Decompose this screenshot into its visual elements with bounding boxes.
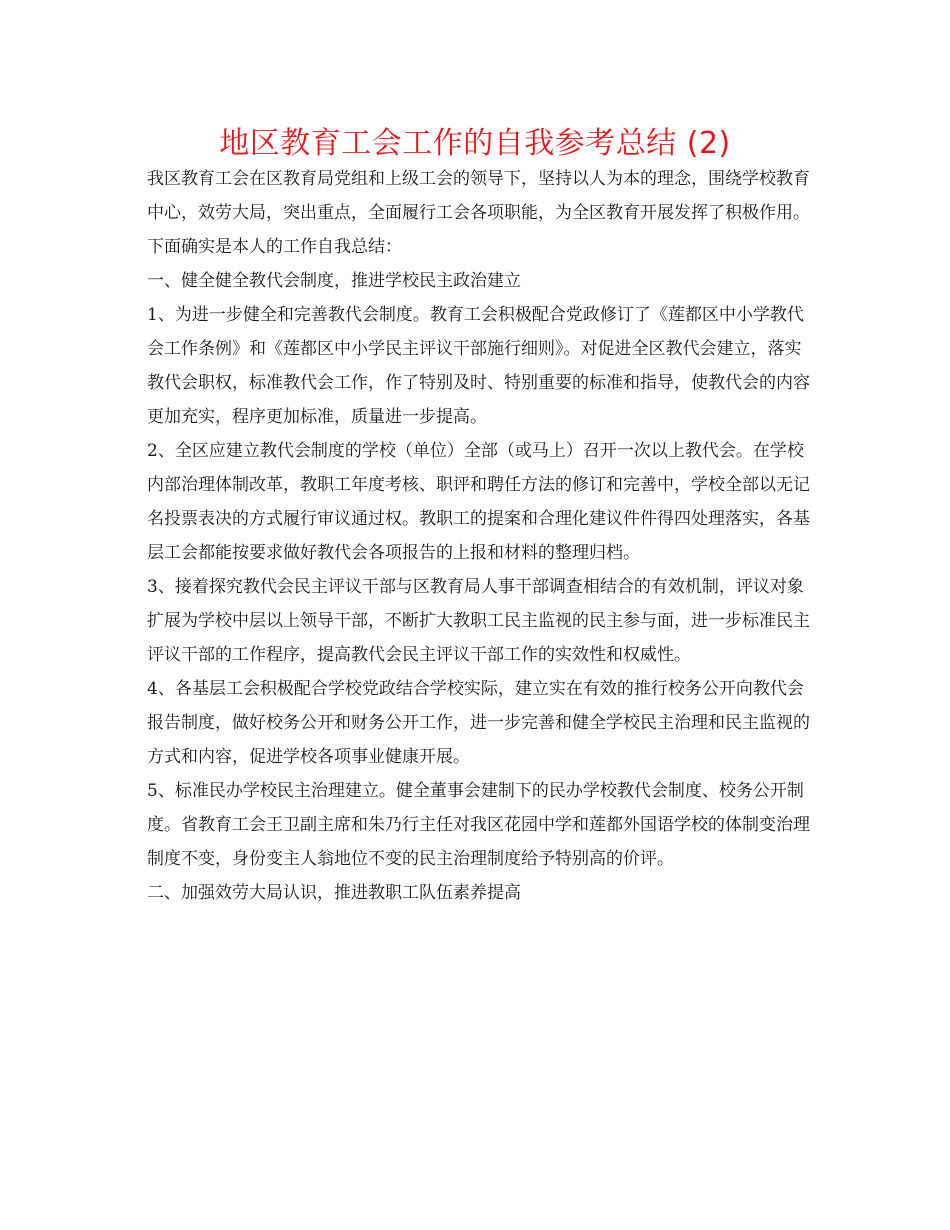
section-heading-1: 一、健全健全教代会制度，推进学校民主政治建立 <box>147 271 521 291</box>
paragraph-intro: 我区教育工会在区教育局党组和上级工会的领导下，坚持以人为本的理念，围绕学校教育中心，效劳大局，突出重点，全面履行工会各项职能，为全区教育开展发挥了积极作用。下面确实是本人的工作自我总结： <box>147 169 810 257</box>
paragraph-item-4: 4、各基层工会积极配合学校党政结合学校实际，建立实在有效的推行校务公开向教代会报告制度，做好校务公开和财务公开工作，进一步完善和健全学校民主治理和民主监视的方式和内容，促进学校各项事业健康开展。 <box>147 679 810 767</box>
paragraph-item-1: 1、为进一步健全和完善教代会制度。教育工会积极配合党政修订了《莲都区中小学教代会工作条例》和《莲都区中小学民主评议干部施行细则》。对促进全区教代会建立，落实教代会职权，标准教代会工作，作了特别及时、特别重要的标准和指导，使教代会的内容更加充实，程序更加标准，质量进一步提高。 <box>147 305 810 427</box>
document-body <box>147 162 817 910</box>
paragraph-item-3: 3、接着探究教代会民主评议干部与区教育局人事干部调查相结合的有效机制，评议对象扩展为学校中层以上领导干部，不断扩大教职工民主监视的民主参与面，进一步标准民主评议干部的工作程序，提高教代会民主评议干部工作的实效性和权威性。 <box>147 577 810 665</box>
paragraph-item-5: 5、标准民办学校民主治理建立。健全董事会建制下的民办学校教代会制度、校务公开制度。省教育工会王卫副主席和朱乃行主任对我区花园中学和莲都外国语学校的体制变治理制度不变，身份变主人翁地位不变的民主治理制度给予特别高的价评。 <box>147 781 810 869</box>
document-title: 地区教育工会工作的自我参考总结 (2) <box>219 126 731 161</box>
paragraph-item-2: 2、全区应建立教代会制度的学校（单位）全部（或马上）召开一次以上教代会。在学校内部治理体制改革，教职工年度考核、职评和聘任方法的修订和完善中，学校全部以无记名投票表决的方式履行审议通过权。教职工的提案和合理化建议件件得四处理落实，各基层工会都能按要求做好教代会各项报告的上报和材料的整理归档。 <box>147 441 810 563</box>
section-heading-2: 二、加强效劳大局认识，推进教职工队伍素养提高 <box>147 883 521 903</box>
